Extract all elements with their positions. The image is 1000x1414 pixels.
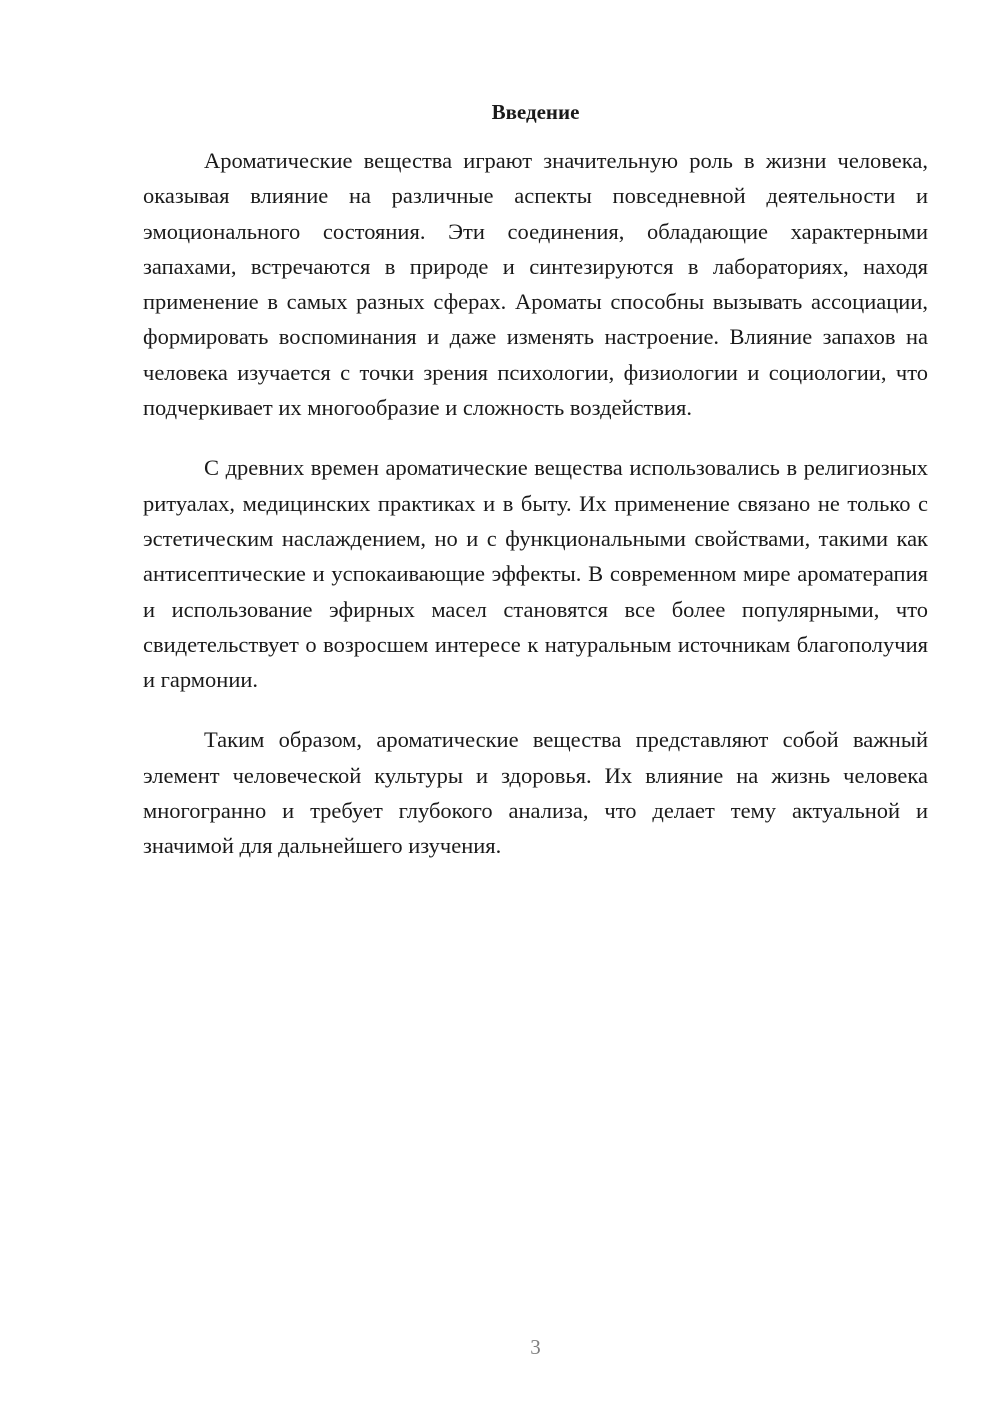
paragraph-2: С древних времен ароматические вещества использовались в религиозных ритуалах, медицинских практиках и в быту. Их применение связано не только с эстетическим наслаждением, но и с функциональными свойствами, такими как антисептические и успокаивающие эффекты. В современном мире ароматерапия и использование эфирных масел становятся все более популярными, что свидетельствует о возросшем интересе к натуральным источникам благополучия и гармонии. bbox=[143, 455, 928, 693]
paragraph-1: Ароматические вещества играют значительную роль в жизни человека, оказывая влияние на различные аспекты повседневной деятельности и эмоционального состояния. Эти соединения, обладающие характерными запахами, встречаются в природе и синтезируются в лабораториях, находя применение в самых разных сферах. Ароматы способны вызывать ассоциации, формировать воспоминания и даже изменять настроение. Влияние запахов на человека изучается с точки зрения психологии, физиологии и социологии, что подчеркивает их многообразие и сложность воздействия. bbox=[143, 148, 928, 421]
page-number: 3 bbox=[530, 1335, 541, 1359]
section-title: Введение bbox=[491, 100, 580, 124]
body-text bbox=[143, 143, 928, 889]
paragraph-3: Таким образом, ароматические вещества представляют собой важный элемент человеческой культуры и здоровья. Их влияние на жизнь человека многогранно и требует глубокого анализа, что делает тему актуальной и значимой для дальнейшего изучения. bbox=[143, 727, 928, 859]
